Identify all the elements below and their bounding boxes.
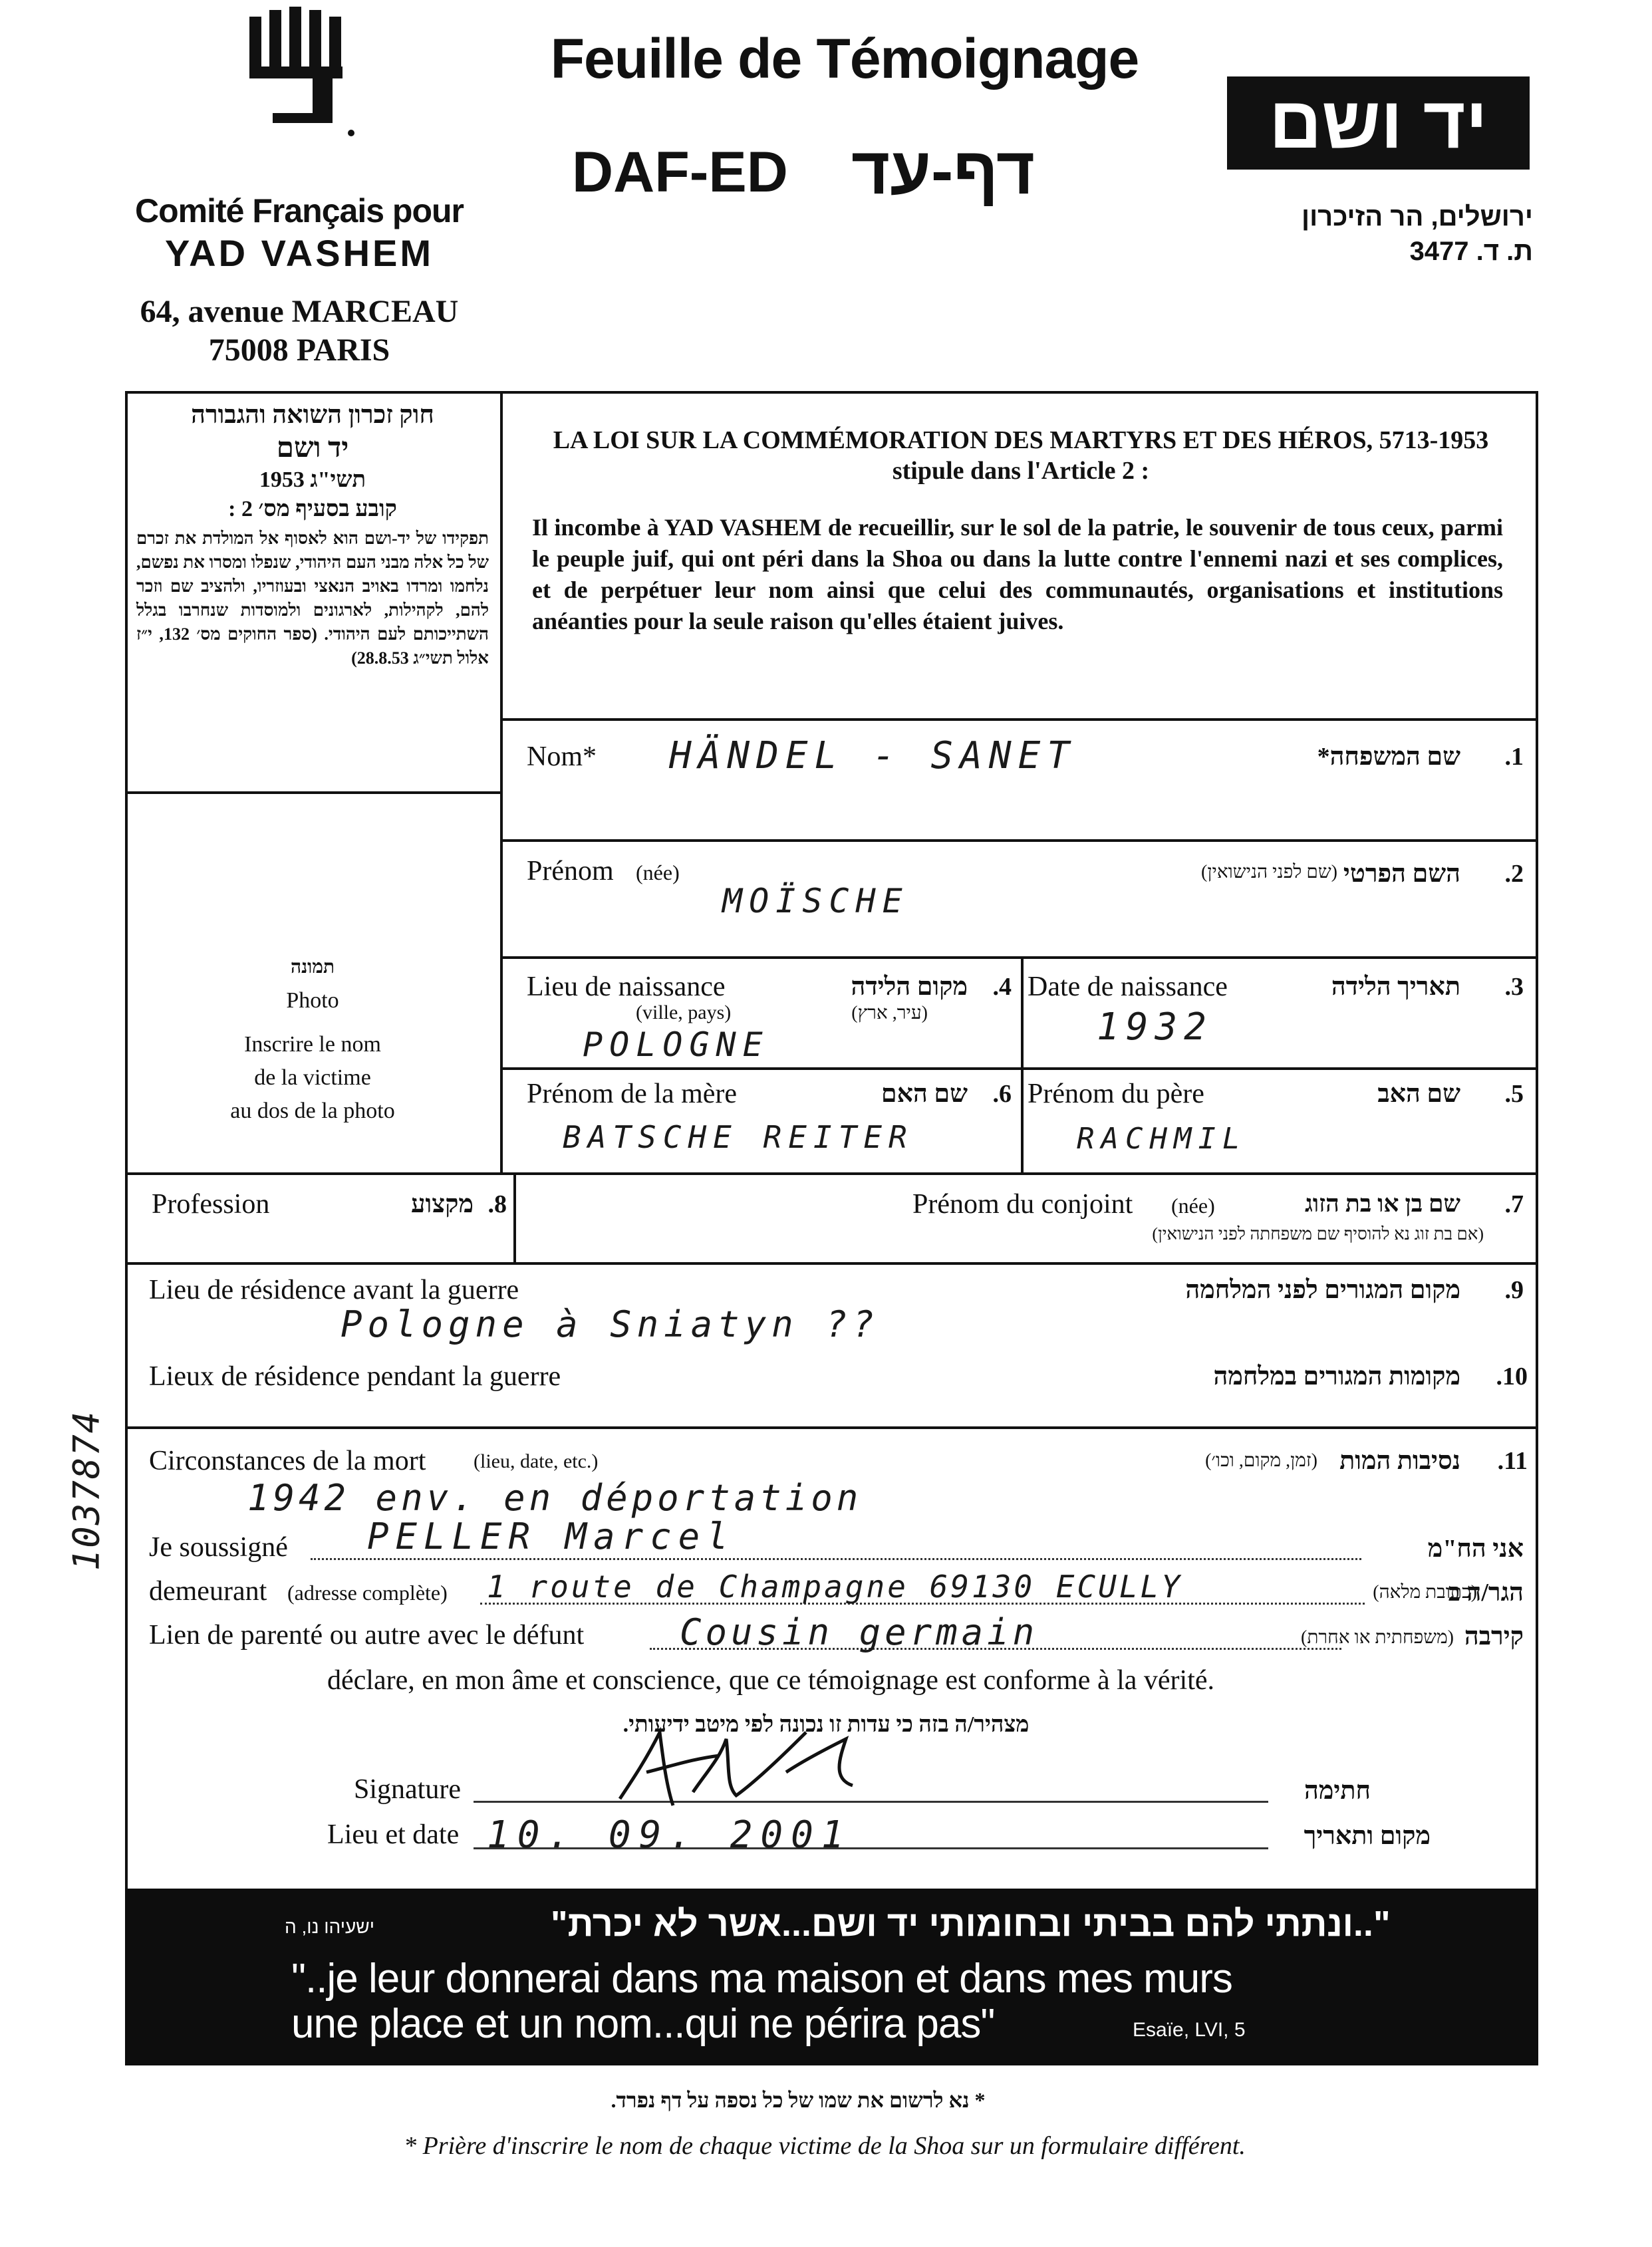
- field-residence-pendant[interactable]: [128, 1345, 1537, 1426]
- demeurant-label: demeurant: [149, 1576, 267, 1607]
- footer-hebrew-note: * נא לרשום את שמו של כל נספה על דף נפרד.: [611, 2088, 986, 2112]
- french-law-body: Il incombe à YAD VASHEM de recueillir, sur le sol de la patrie, le souvenir de tous ceux, parmi le peuple juif, qui ont péri dans la Shoa ou dans la lutte contre l'ennemi nazi et ses complices, et de perpétuer leur nom ainsi que celui des communautés, organisations et institutions anéanties pour la seule raison qu'elles étaient juives.: [532, 514, 1503, 634]
- photo-instruction-3: au dos de la photo: [230, 1099, 395, 1123]
- jerusalem-line2: ת. ד. 3477: [1409, 237, 1533, 266]
- field-residence-avant-hebrew: מקום המגורים לפני המלחמה: [1185, 1276, 1460, 1304]
- lien-hebrew: קירבה: [1464, 1623, 1524, 1651]
- field-conjoint-label: Prénom du conjoint: [912, 1189, 1133, 1220]
- handwritten-signature: [593, 1719, 992, 1812]
- banner-french-ref: Esaïe, LVI, 5: [1133, 2019, 1246, 2041]
- lien-hebrew-small: (משפחתית או אחרת): [1301, 1627, 1454, 1648]
- field-residence-avant-value: Pologne à Sniatyn ??: [341, 1303, 880, 1345]
- field-lieu-naissance-label: Lieu de naissance: [527, 972, 726, 1002]
- hebrew-law-name: יד ושם: [276, 433, 349, 463]
- field-circonstances-label: Circonstances de la mort: [149, 1446, 426, 1476]
- field-circonstances-num: .11: [1497, 1447, 1528, 1475]
- field-mere-value: BATSCHE REITER: [563, 1119, 914, 1155]
- field-mere[interactable]: [503, 1070, 1021, 1172]
- photo-instruction-2: de la victime: [254, 1065, 371, 1090]
- field-date-naissance[interactable]: [1024, 959, 1537, 1067]
- page-title: Feuille de Témoignage: [550, 27, 1139, 90]
- lien-value: Cousin germain: [680, 1611, 1039, 1653]
- field-residence-avant-label: Lieu de résidence avant la guerre: [149, 1275, 519, 1305]
- field-conjoint[interactable]: [516, 1175, 1537, 1262]
- french-law-box: [525, 426, 1516, 637]
- subtitle-latin: DAF-ED: [572, 140, 788, 204]
- field-date-naissance-label: Date de naissance: [1028, 972, 1228, 1002]
- field-lieu-naissance-hebrew-small: (עיר, ארץ): [851, 1003, 928, 1023]
- field-profession[interactable]: [128, 1175, 513, 1262]
- field-prenom-hebrew: השם הפרטי: [1343, 860, 1460, 888]
- photo-label-hebrew: תמונה: [290, 957, 335, 978]
- field-prenom-value: MOÏSCHE: [722, 882, 909, 920]
- french-law-subtitle: stipule dans l'Article 2 :: [892, 457, 1150, 485]
- hebrew-law-box: [136, 399, 489, 670]
- lieu-date-value: 10. 09. 2001: [487, 1813, 852, 1857]
- field-mere-label: Prénom de la mère: [527, 1079, 738, 1109]
- declaration-text: déclare, en mon âme et conscience, que ce témoignage est conforme à la vérité.: [327, 1665, 1215, 1696]
- field-lieu-naissance-hebrew: מקום הלידה: [851, 973, 968, 1001]
- lien-label: Lien de parenté ou autre avec le défunt: [149, 1620, 585, 1651]
- quote-banner: [125, 1889, 1538, 2065]
- menorah-hand-icon: [233, 7, 372, 153]
- field-conjoint-hebrew-small: (אם בת זוג נא להוסיף שם משפחתה לפני הנישואין): [1152, 1224, 1484, 1244]
- committee-line2: YAD VASHEM: [164, 232, 434, 274]
- field-circonstances-hebrew-small: (זמן, מקום, וכו׳): [1205, 1450, 1317, 1471]
- lieu-date-hebrew: מקום ותאריך: [1304, 1822, 1431, 1850]
- field-nom-hebrew: שם המשפחה*: [1317, 743, 1460, 771]
- photo-instruction-1: Inscrire le nom: [244, 1032, 381, 1057]
- lieu-date-label: Lieu et date: [327, 1819, 460, 1850]
- demeurant-value: 1 route de Champagne 69130 ECULLY: [487, 1569, 1182, 1605]
- field-prenom-label: Prénom: [527, 856, 614, 886]
- archive-number: 1037874: [65, 1410, 108, 1571]
- field-nom-value: HÄNDEL - SANET: [669, 734, 1077, 777]
- field-pere-num: .5: [1504, 1080, 1524, 1108]
- yad-vashem-logo: [1227, 76, 1530, 170]
- field-date-naissance-hebrew: תאריך הלידה: [1331, 973, 1460, 1001]
- field-date-naissance-num: .3: [1504, 973, 1524, 1001]
- demeurant-hebrew: הגר/ה ב: [1448, 1579, 1524, 1607]
- divider: [125, 791, 500, 794]
- field-pere-value: RACHMIL: [1077, 1122, 1247, 1156]
- field-prenom-label-small: (née): [636, 860, 680, 884]
- field-mere-num: .6: [992, 1080, 1012, 1108]
- photo-label: Photo: [286, 988, 339, 1013]
- field-circonstances-label-small: (lieu, date, etc.): [474, 1450, 599, 1472]
- address-line2: 75008 PARIS: [208, 332, 390, 368]
- field-prenom[interactable]: [503, 842, 1537, 956]
- field-residence-pendant-hebrew: מקומות המגורים במלחמה: [1213, 1363, 1460, 1390]
- signature-label: Signature: [354, 1774, 461, 1805]
- field-lieu-naissance[interactable]: [503, 959, 1021, 1067]
- soussigne-value: PELLER Marcel: [367, 1516, 735, 1557]
- banner-french-line2: une place et un nom...qui ne périra pas": [291, 2001, 995, 2047]
- field-date-naissance-value: 1932: [1097, 1005, 1213, 1049]
- jerusalem-line1: ירושלים, הר הזיכרון: [1302, 202, 1533, 231]
- field-mere-hebrew: שם האם: [881, 1080, 968, 1108]
- field-residence-avant[interactable]: [128, 1265, 1537, 1345]
- hebrew-law-title: חוק זכרון השואה והגבורה: [191, 401, 434, 429]
- hebrew-law-body: תפקידו של יד-ושם הוא לאסוף אל המולדת את זכרם של כל אלה מבני העם היהודי, שנפלו ומסרו את נפשם, נלחמו ומרדו באויב הנאצי ובעוזריו, ולהציב שם וזכר להם, לקהילות, לארגונים ולמוסדות שנחרבו בגלל השתייכותם לעם היהודי. (ספר החוקים מס׳ 132, י״ז אלול תשי״ג 28.8.53): [136, 529, 489, 668]
- field-residence-pendant-label: Lieux de résidence pendant la guerre: [149, 1361, 561, 1392]
- field-circonstances[interactable]: [128, 1429, 1537, 1519]
- field-residence-avant-num: .9: [1504, 1276, 1524, 1304]
- subtitle-hebrew: דף-עד: [851, 134, 1035, 208]
- logo-text: יד ושם: [1269, 82, 1488, 164]
- field-conjoint-num: .7: [1504, 1190, 1524, 1218]
- committee-name: [100, 192, 499, 275]
- jerusalem-address: [1184, 199, 1533, 269]
- photo-placeholder: [133, 951, 492, 1128]
- hebrew-law-article: קובע בסעיף מס׳ 2 :: [228, 497, 397, 521]
- signature-hebrew: חתימה: [1304, 1777, 1371, 1805]
- field-pere-hebrew: שם האב: [1377, 1080, 1460, 1108]
- field-profession-label: Profession: [152, 1189, 270, 1220]
- yad-vashem-emblem: [233, 7, 372, 153]
- committee-line1: Comité Français pour: [135, 192, 464, 229]
- field-pere[interactable]: [1024, 1070, 1537, 1172]
- field-nom-num: .1: [1504, 743, 1524, 771]
- soussigne-label: Je soussigné: [149, 1532, 288, 1563]
- banner-hebrew-ref: ישעיהו נו, ה: [285, 1917, 374, 1937]
- field-pere-label: Prénom du père: [1028, 1079, 1204, 1109]
- field-lieu-naissance-num: .4: [992, 973, 1012, 1001]
- field-lieu-naissance-label-small: (ville, pays): [636, 1001, 732, 1023]
- page-subtitle: [572, 134, 1104, 213]
- field-prenom-num: .2: [1504, 860, 1524, 888]
- field-circonstances-value: 1942 env. en déportation: [247, 1477, 863, 1519]
- banner-hebrew-quote: "..ונתתי להם בביתי ובחומותי יד ושם...אשר לא יכרת": [551, 1904, 1391, 1944]
- demeurant-label-small: (adresse complète): [287, 1581, 448, 1605]
- address-line1: 64, avenue MARCEAU: [140, 294, 459, 329]
- field-nom[interactable]: [503, 721, 1537, 839]
- field-nom-label: Nom*: [527, 741, 597, 772]
- field-prenom-hebrew-small: (שם לפני הנישואין): [1201, 862, 1337, 882]
- field-profession-hebrew: מקצוע: [411, 1190, 474, 1218]
- demeurant-hebrew-small: (כתובת מלאה): [1373, 1582, 1477, 1603]
- field-profession-num: .8: [487, 1190, 507, 1218]
- banner-french-line1: "..je leur donnerai dans ma maison et dans mes murs: [291, 1956, 1232, 2002]
- field-circonstances-hebrew: נסיבות המות: [1339, 1447, 1460, 1475]
- field-conjoint-label-small: (née): [1171, 1194, 1215, 1218]
- soussigne-hebrew: אני הח"מ: [1427, 1535, 1524, 1563]
- declarant-section: [128, 1516, 1537, 1865]
- hebrew-law-year: תשי"ג 1953: [259, 467, 366, 492]
- field-conjoint-hebrew: שם בן או בת הזוג: [1305, 1190, 1460, 1217]
- french-law-title: LA LOI SUR LA COMMÉMORATION DES MARTYRS ET DES HÉROS, 5713-1953: [553, 426, 1489, 454]
- footer-french-note: * Prière d'inscrire le nom de chaque victime de la Shoa sur un formulaire différent.: [404, 2132, 1246, 2160]
- committee-address: [100, 293, 499, 370]
- declaration-hebrew: מצהיר/ה בזה כי עדות זו נכונה לפי מיטב ידיעותי.: [622, 1712, 1030, 1737]
- field-lieu-naissance-value: POLOGNE: [583, 1025, 769, 1064]
- field-residence-pendant-num: .10: [1496, 1363, 1528, 1390]
